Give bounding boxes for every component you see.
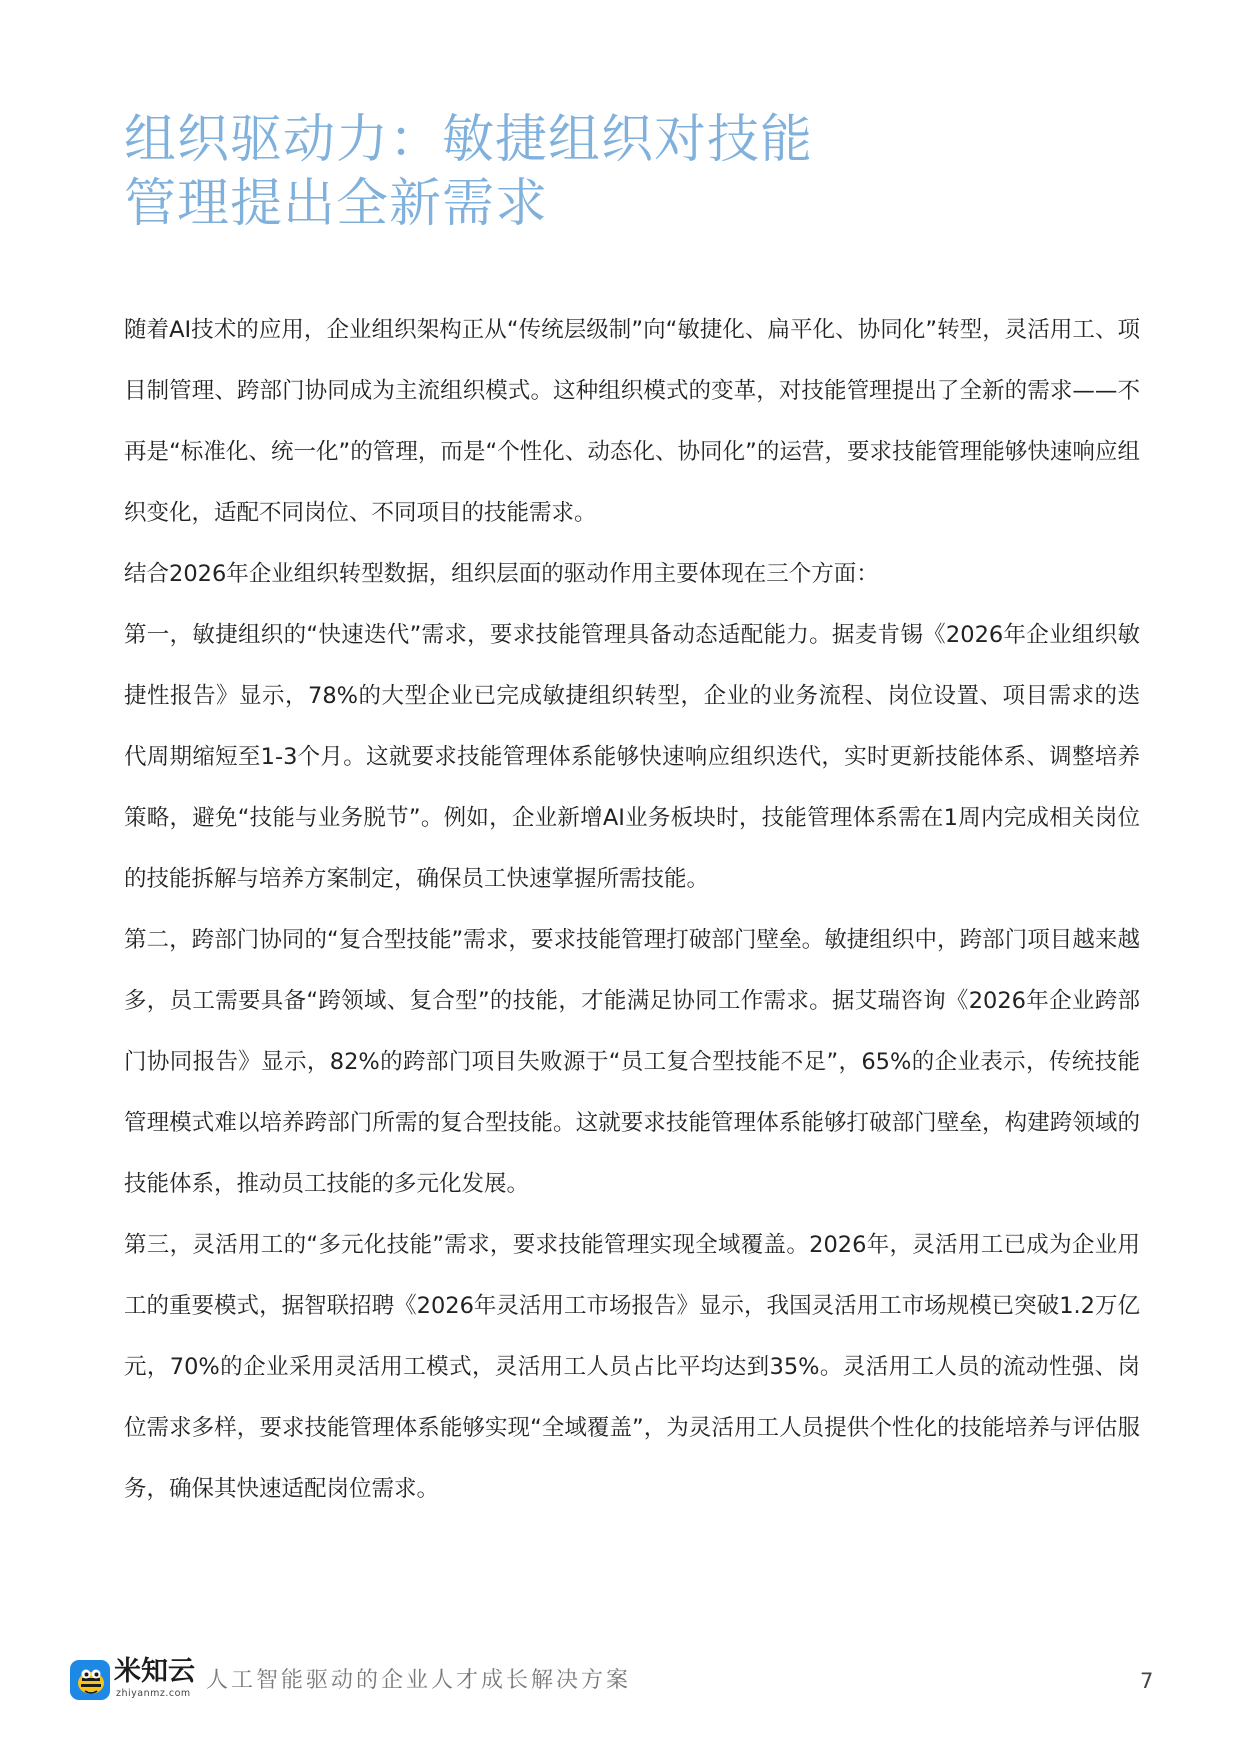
page-number: 7 (1140, 1669, 1154, 1693)
paragraph-point-1: 第一，敏捷组织的“快速迭代”需求，要求技能管理具备动态适配能力。据麦肯锡《2026年企业组织敏捷性报告》显示，78%的大型企业已完成敏捷组织转型，企业的业务流程、岗位设置、项目需求的迭代周期缩短至1-3个月。这就要求技能管理体系能够快速响应组织迭代，实时更新技能体系、调整培养策略，避免“技能与业务脱节”。例如，企业新增AI业务板块时，技能管理体系需在1周内完成相关岗位的技能拆解与培养方案制定，确保员工快速掌握所需技能。 (124, 622, 1140, 892)
title-line-1: 组织驱动力：敏捷组织对技能 (124, 110, 814, 170)
page-footer (70, 1656, 1170, 1712)
brand-name: 米知云 (114, 1656, 195, 1687)
paragraph-point-2: 第二，跨部门协同的“复合型技能”需求，要求技能管理打破部门壁垒。敏捷组织中，跨部门项目越来越多，员工需要具备“跨领域、复合型”的技能，才能满足协同工作需求。据艾瑞咨询《2026年企业跨部门协同报告》显示，82%的跨部门项目失败源于“员工复合型技能不足”，65%的企业表示，传统技能管理模式难以培养跨部门所需的复合型技能。这就要求技能管理体系能够打破部门壁垒，构建跨领域的技能体系，推动员工技能的多元化发展。 (124, 927, 1140, 1197)
footer-tagline: 人工智能驱动的企业人才成长解决方案 (206, 1668, 632, 1693)
paragraph-intro: 随着AI技术的应用，企业组织架构正从“传统层级制”向“敏捷化、扁平化、协同化”转型，灵活用工、项目制管理、跨部门协同成为主流组织模式。这种组织模式的变革，对技能管理提出了全新的需求——不再是“标准化、统一化”的管理，而是“个性化、动态化、协同化”的运营，要求技能管理能够快速响应组织变化，适配不同岗位、不同项目的技能需求。 (124, 317, 1140, 526)
title-line-2: 管理提出全新需求 (124, 174, 549, 234)
paragraph-point-3: 第三，灵活用工的“多元化技能”需求，要求技能管理实现全域覆盖。2026年，灵活用工已成为企业用工的重要模式，据智联招聘《2026年灵活用工市场报告》显示，我国灵活用工市场规模已突破1.2万亿元，70%的企业采用灵活用工模式，灵活用工人员占比平均达到35%。灵活用工人员的流动性强、岗位需求多样，要求技能管理体系能够实现“全域覆盖”，为灵活用工人员提供个性化的技能培养与评估服务，确保其快速适配岗位需求。 (124, 1232, 1140, 1502)
paragraph-summary: 结合2026年企业组织转型数据，组织层面的驱动作用主要体现在三个方面： (124, 561, 879, 587)
brand-url: zhiyanmz.com (116, 1688, 191, 1699)
body-text (124, 300, 1140, 1520)
bee-icon (70, 1660, 110, 1700)
page-title (124, 108, 1124, 236)
